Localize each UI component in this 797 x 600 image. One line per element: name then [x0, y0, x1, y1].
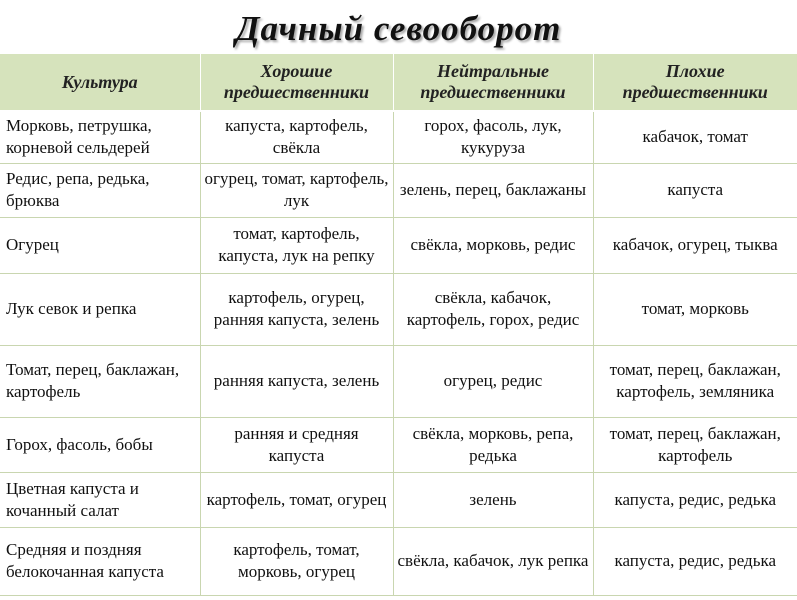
cell-neutral: зелень	[393, 472, 593, 527]
cell-neutral: горох, фасоль, лук, кукуруза	[393, 111, 593, 163]
cell-neutral: свёкла, морковь, редис	[393, 217, 593, 273]
table-header-row	[0, 54, 797, 111]
header-good-predecessors: Хорошие предшественники	[200, 54, 393, 111]
table-row	[0, 273, 797, 345]
table-row	[0, 217, 797, 273]
header-culture: Культура	[0, 54, 200, 111]
table-row	[0, 111, 797, 163]
cell-culture: Горох, фасоль, бобы	[0, 417, 200, 472]
cell-bad: кабачок, огурец, тыква	[593, 217, 797, 273]
cell-good: огурец, томат, картофель, лук	[200, 163, 393, 217]
crop-rotation-table	[0, 54, 797, 596]
page-title: Дачный севооборот	[235, 9, 562, 48]
cell-good: томат, картофель, капуста, лук на репку	[200, 217, 393, 273]
cell-good: картофель, томат, морковь, огурец	[200, 527, 393, 595]
cell-culture: Лук севок и репка	[0, 273, 200, 345]
cell-culture: Томат, перец, баклажан, картофель	[0, 345, 200, 417]
cell-bad: томат, перец, баклажан, картофель, земляника	[593, 345, 797, 417]
cell-bad: капуста, редис, редька	[593, 527, 797, 595]
cell-neutral: свёкла, кабачок, лук репка	[393, 527, 593, 595]
cell-culture: Средняя и поздняя белокочанная капуста	[0, 527, 200, 595]
cell-bad: капуста, редис, редька	[593, 472, 797, 527]
table-row	[0, 527, 797, 595]
cell-bad: кабачок, томат	[593, 111, 797, 163]
cell-neutral: зелень, перец, баклажаны	[393, 163, 593, 217]
table-row	[0, 163, 797, 217]
cell-bad: капуста	[593, 163, 797, 217]
header-bad-predecessors: Плохие предшественники	[593, 54, 797, 111]
cell-culture: Морковь, петрушка, корневой сельдерей	[0, 111, 200, 163]
cell-bad: томат, морковь	[593, 273, 797, 345]
cell-good: картофель, томат, огурец	[200, 472, 393, 527]
cell-bad: томат, перец, баклажан, картофель	[593, 417, 797, 472]
cell-culture: Цветная капуста и кочанный салат	[0, 472, 200, 527]
cell-good: ранняя капуста, зелень	[200, 345, 393, 417]
header-neutral-predecessors: Нейтральные предшественники	[393, 54, 593, 111]
table-row	[0, 472, 797, 527]
cell-culture: Редис, репа, редька, брюква	[0, 163, 200, 217]
cell-good: капуста, картофель, свёкла	[200, 111, 393, 163]
table-row	[0, 345, 797, 417]
table-row	[0, 417, 797, 472]
cell-neutral: огурец, редис	[393, 345, 593, 417]
cell-culture: Огурец	[0, 217, 200, 273]
cell-neutral: свёкла, морковь, репа, редька	[393, 417, 593, 472]
cell-good: картофель, огурец, ранняя капуста, зелень	[200, 273, 393, 345]
cell-good: ранняя и средняя капуста	[200, 417, 393, 472]
cell-neutral: свёкла, кабачок, картофель, горох, редис	[393, 273, 593, 345]
